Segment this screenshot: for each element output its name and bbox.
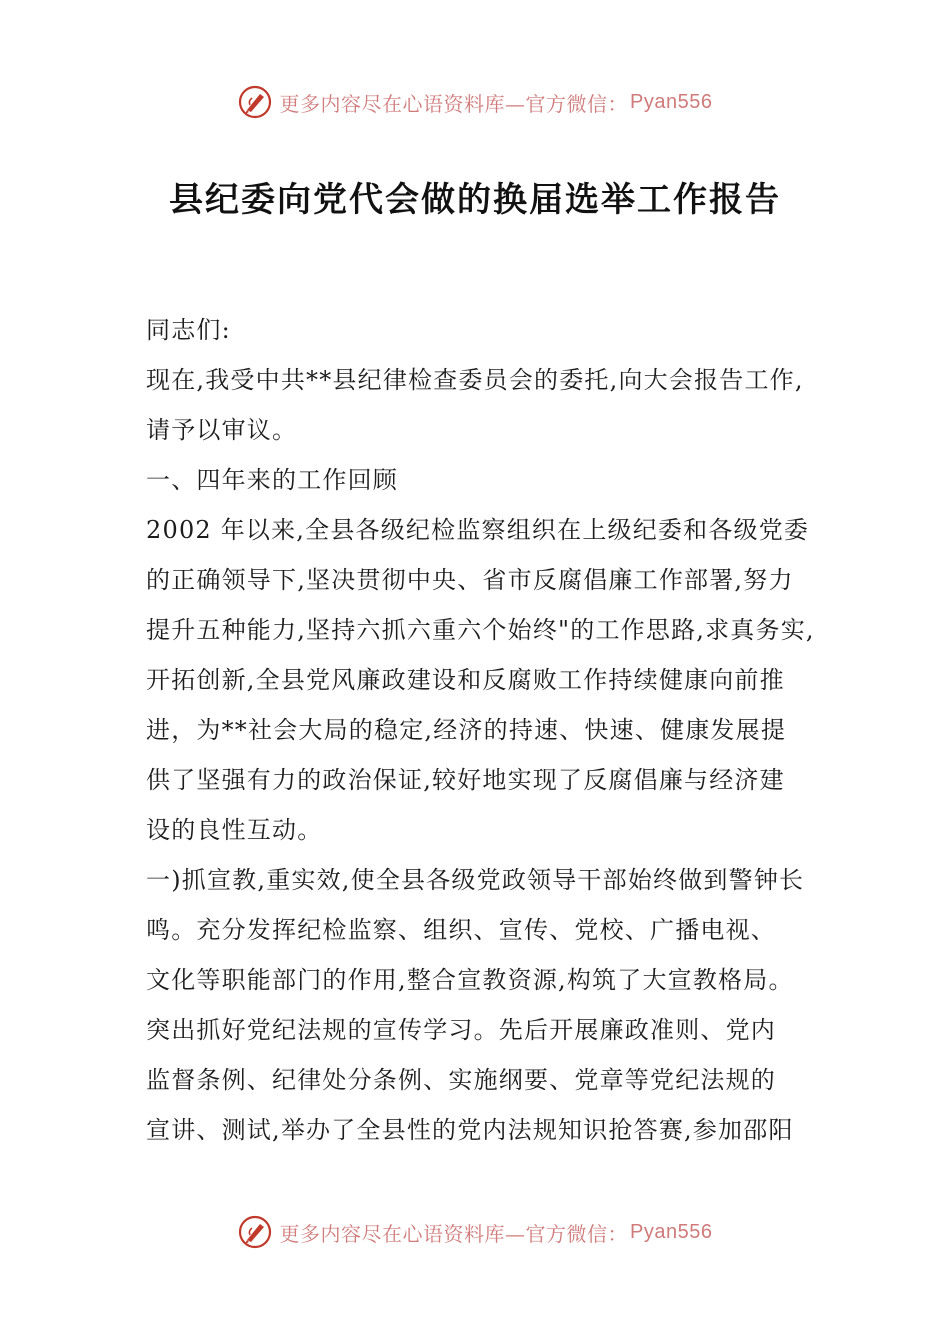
body-line: 一、四年来的工作回顾 bbox=[146, 466, 398, 494]
body-line: 监督条例、纪律处分条例、实施纲要、党章等党纪法规的 bbox=[146, 1066, 776, 1094]
watermark-text: 更多内容尽在心语资料库—官方微信： bbox=[279, 1221, 629, 1246]
body-line: 的正确领导下,坚决贯彻中央、省市反腐倡廉工作部署,努力 bbox=[146, 566, 794, 594]
watermark-footer bbox=[0, 1212, 950, 1252]
document-title: 县纪委向党代会做的换届选举工作报告 bbox=[169, 180, 781, 220]
watermark-header bbox=[0, 82, 950, 122]
watermark-id: Pyan556 bbox=[630, 90, 713, 113]
watermark-id: Pyan556 bbox=[630, 1220, 713, 1243]
body-line: 宣讲、测试,举办了全县性的党内法规知识抢答赛,参加邵阳 bbox=[146, 1116, 794, 1144]
watermark-text: 更多内容尽在心语资料库—官方微信： bbox=[279, 91, 629, 116]
body-line: 供了坚强有力的政治保证,较好地实现了反腐倡廉与经济建 bbox=[146, 766, 785, 794]
document-body bbox=[146, 305, 815, 1155]
body-line: 请予以审议。 bbox=[146, 416, 298, 444]
body-line: 鸣。充分发挥纪检监察、组织、宣传、党校、广播电视、 bbox=[146, 916, 776, 944]
pen-logo-icon bbox=[238, 85, 272, 119]
body-line: 设的良性互动。 bbox=[146, 816, 323, 844]
body-line: 进，为**社会大局的稳定,经济的持速、快速、健康发展提 bbox=[146, 716, 787, 744]
body-line: 一)抓宣教,重实效,使全县各级党政领导干部始终做到警钟长 bbox=[146, 866, 805, 894]
body-line: 同志们: bbox=[146, 316, 231, 344]
body-line: 文化等职能部门的作用,整合宣教资源,构筑了大宣教格局。 bbox=[146, 966, 794, 994]
body-line: 突出抓好党纪法规的宣传学习。先后开展廉政准则、党内 bbox=[146, 1016, 776, 1044]
body-line: 2002 年以来,全县各级纪检监察组织在上级纪委和各级党委 bbox=[146, 516, 810, 544]
body-line: 开拓创新,全县党风廉政建设和反腐败工作持续健康向前推 bbox=[146, 666, 785, 694]
body-line: 提升五种能力,坚持六抓六重六个始终"的工作思路,求真务实, bbox=[146, 616, 815, 644]
body-line: 现在,我受中共**县纪律检查委员会的委托,向大会报告工作, bbox=[146, 366, 804, 394]
pen-logo-icon bbox=[238, 1215, 272, 1249]
